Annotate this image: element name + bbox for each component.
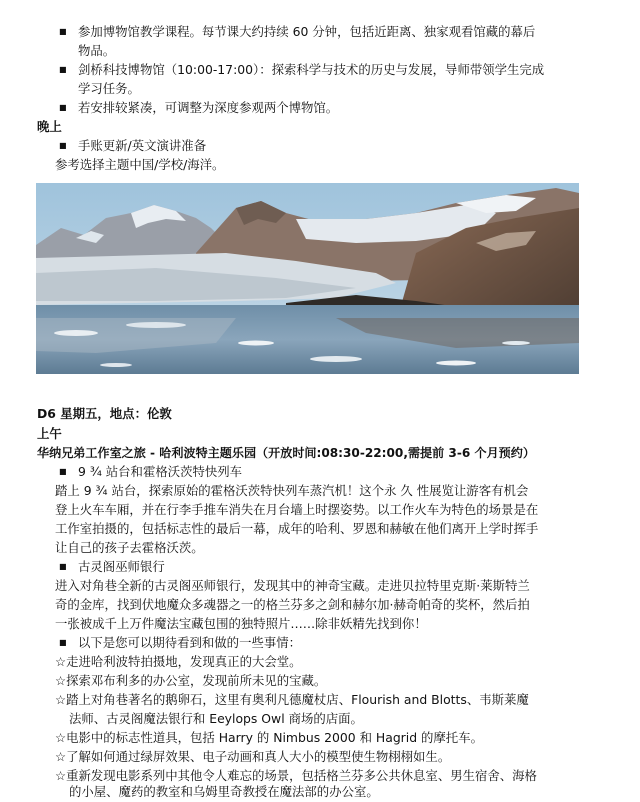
list-item: [59, 60, 582, 80]
list-item-text: 学习任务。: [78, 81, 140, 96]
list-item-continuation: [78, 79, 582, 99]
day-title: D6 星期五，地点：伦敦: [37, 406, 172, 421]
morning-heading: 上午: [37, 426, 62, 441]
evening-heading: 晚上: [37, 119, 62, 134]
star-item: ☆电影中的标志性道具，包括 Harry 的 Nimbus 2000 和 Hagrid 的摩托车。: [55, 730, 483, 745]
paragraph-line: 登上火车车厢，并在行李手推车消失在月台墙上时摆姿势。以工作火车为特色的场景是在: [55, 502, 539, 517]
paragraph-line: 奇的金库，找到伏地魔众多魂器之一的格兰芬多之剑和赫尔加·赫奇帕奇的奖杯，然后拍: [55, 597, 530, 612]
list-item-text: 以下是您可以期待看到和做的一些事情：: [78, 635, 302, 650]
tour-headline: 华纳兄弟工作室之旅 - 哈利波特主题乐园（开放时间:08:30-22:00,需提前 3-6 个月预约）: [37, 446, 535, 460]
star-item: ☆了解如何通过绿屏效果、电子动画和真人大小的模型使生物栩栩如生。: [55, 749, 451, 764]
list-item: [59, 462, 582, 482]
star-item: ☆走进哈利波特拍摄地，发现真正的大会堂。: [55, 654, 302, 669]
list-item-text: 剑桥科技博物馆（10:00-17:00）：探索科学与技术的历史与发展，导师带领学生完成: [78, 62, 545, 77]
list-item-text: 手账更新/英文演讲准备: [78, 138, 207, 153]
star-item: ☆踏上对角巷著名的鹅卵石，这里有奥利凡德魔杖店、Flourish and Blotts、韦斯莱魔: [55, 692, 529, 707]
list-item: [59, 22, 582, 42]
list-item-text: 若安排较紧凑，可调整为深度参观两个博物馆。: [78, 100, 339, 115]
bullet-icon: ■: [59, 562, 67, 571]
star-item: ☆探索邓布利多的办公室，发现前所未见的宝藏。: [55, 673, 327, 688]
paragraph-line: 让自己的孩子去霍格沃茨。: [55, 540, 204, 555]
list-item-text: 9 ¾ 站台和霍格沃茨特快列车: [78, 464, 243, 479]
star-item-continuation: 法师、古灵阁魔法银行和 Eeylops Owl 商场的店面。: [69, 711, 363, 726]
list-item: [59, 557, 582, 577]
list-item: [59, 136, 582, 156]
bullet-icon: ■: [59, 141, 67, 150]
list-item-text: 参加博物馆教学课程。每节课大约持续 60 分钟，包括近距离、独家观看馆藏的幕后: [78, 24, 536, 39]
bullet-icon: ■: [59, 65, 67, 74]
evening-note: 参考选择主题中国/学校/海洋。: [55, 157, 225, 172]
list-item-text: 物品。: [78, 43, 116, 58]
bullet-icon: ■: [59, 638, 67, 647]
paragraph-line: 踏上 9 ¾ 站台，探索原始的霍格沃茨特快列车蒸汽机！这个永 久 性展览让游客有机会: [55, 483, 529, 498]
star-item-continuation: 的小屋、魔药的教室和乌姆里奇教授在魔法部的办公室。: [69, 784, 379, 799]
fjord-mountain-landscape-photo: [36, 183, 579, 374]
paragraph-line: 一张被成千上万件魔法宝藏包围的独特照片……除非妖精先找到你！: [55, 616, 427, 631]
star-item: ☆重新发现电影系列中其他令人难忘的场景，包括格兰芬多公共休息室、男生宿舍、海格: [55, 768, 537, 783]
list-item-continuation: [78, 41, 582, 61]
bullet-icon: ■: [59, 27, 67, 36]
paragraph-line: 进入对角巷全新的古灵阁巫师银行，发现其中的神奇宝藏。走进贝拉特里克斯·莱斯特兰: [55, 578, 530, 593]
list-item: [59, 633, 582, 653]
paragraph-line: 工作室拍摄的，包括标志性的最后一幕，成年的哈利、罗恩和赫敏在他们离开上学时挥手: [55, 521, 539, 536]
list-item: [59, 98, 582, 118]
bullet-icon: ■: [59, 467, 67, 476]
list-item-text: 古灵阁巫师银行: [78, 559, 165, 574]
bullet-icon: ■: [59, 103, 67, 112]
